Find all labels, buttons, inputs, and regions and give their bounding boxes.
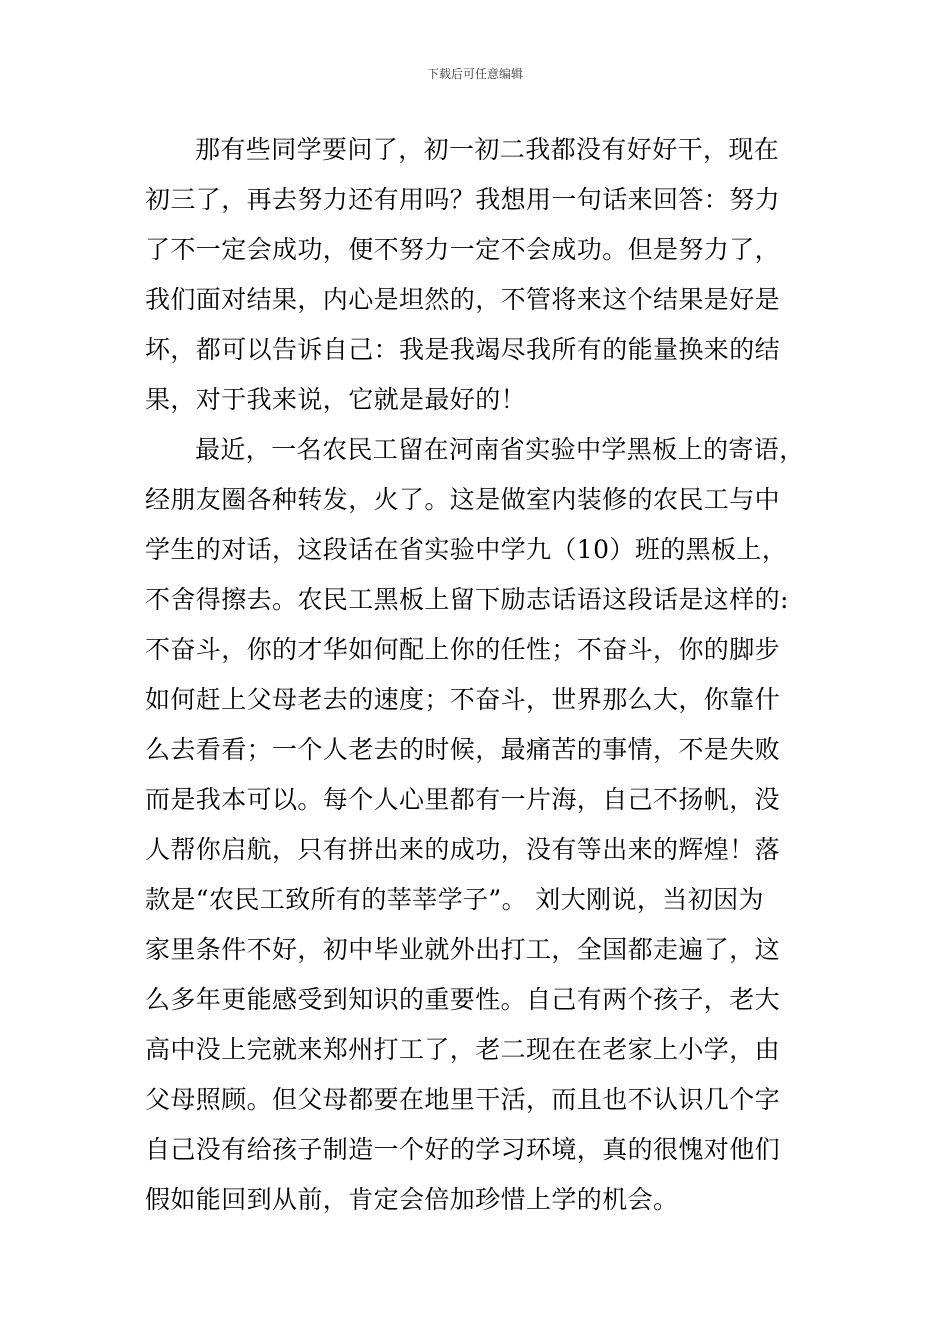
paragraph-2 <box>145 425 825 1225</box>
text-line: 那有些同学要问了，初一初二我都没有好好干，现在 <box>195 135 780 164</box>
text-line: 家里条件不好，初中毕业就外出打工，全国都走遍了，这 <box>145 935 781 964</box>
text-line: 不奋斗，你的才华如何配上你的任性；不奋斗，你的脚步 <box>145 635 781 664</box>
text-line: 初三了，再去努力还有用吗？我想用一句话来回答：努力 <box>145 185 781 214</box>
text-line: 如何赶上父母老去的速度；不奋斗，世界那么大，你靠什 <box>145 685 781 714</box>
text-line: 么多年更能感受到知识的重要性。自己有两个孩子，老大 <box>145 985 781 1014</box>
text-line: 了不一定会成功，便不努力一定不会成功。但是努力了， <box>145 235 781 264</box>
text-line: 我们面对结果，内心是坦然的，不管将来这个结果是好是 <box>145 285 781 314</box>
text-line: 不舍得擦去。农民工黑板上留下励志话语这段话是这样的: <box>145 585 789 614</box>
text-line: 学生的对话，这段话在省实验中学九（10）班的黑板上， <box>145 535 788 564</box>
text-line: 坏，都可以告诉自己：我是我竭尽我所有的能量换来的结 <box>145 335 781 364</box>
text-line: 父母照顾。但父母都要在地里干活，而且也不认识几个字 <box>145 1085 781 1114</box>
text-line: 最近，一名农民工留在河南省实验中学黑板上的寄语， <box>195 435 805 464</box>
text-line: 经朋友圈各种转发，火了。这是做室内装修的农民工与中 <box>145 485 781 514</box>
text-line: 假如能回到从前，肯定会倍加珍惜上学的机会。 <box>145 1185 679 1214</box>
text-line: 人帮你启航，只有拼出来的成功，没有等出来的辉煌！落 <box>145 835 781 864</box>
header-note: 下载后可任意编辑 <box>426 67 523 81</box>
text-line: 么去看看；一个人老去的时候，最痛苦的事情，不是失败 <box>145 735 781 764</box>
paragraph-1 <box>145 125 825 425</box>
text-line: 款是“农民工致所有的莘莘学子”。 刘大刚说，当初因为 <box>145 885 764 914</box>
text-line: 高中没上完就来郑州打工了，老二现在在老家上小学，由 <box>145 1035 781 1064</box>
text-line: 而是我本可以。每个人心里都有一片海，自己不扬帆，没 <box>145 785 781 814</box>
text-line: 自己没有给孩子制造一个好的学习环境，真的很愧对他们 <box>145 1135 781 1164</box>
text-line: 果，对于我来说，它就是最好的！ <box>145 385 527 414</box>
document-body <box>145 125 825 1225</box>
